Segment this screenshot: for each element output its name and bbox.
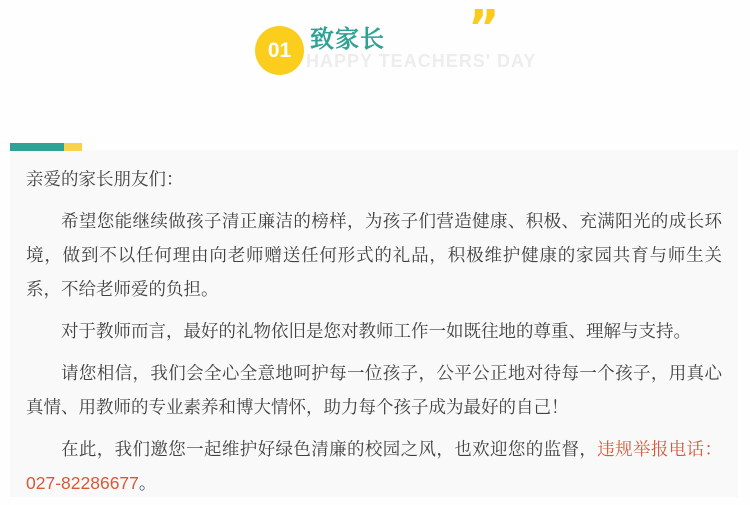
section-number: 01 [267,38,292,62]
section-number-badge [255,26,304,75]
greeting-line: 亲爱的家长朋友们： [26,169,184,189]
accent-bar-teal-segment [10,143,64,151]
accent-bar-yellow-segment [64,143,82,151]
paragraph-1: 希望您能继续做孩子清正廉洁的榜样，为孩子们营造健康、积极、充满阳光的成长环境，做到不以任何理由向老师赠送任何形式的礼品，积极维护健康的家园共育与师生关系，不给老师爱的负担。 [26,211,722,299]
section-header [0,0,750,90]
paragraph-2: 对于教师而言，最好的礼物依旧是您对教师工作一如既往地的尊重、理解与支持。 [61,321,691,341]
section-subtitle: HAPPY TEACHERS' DAY [306,51,537,71]
quote-icon: ” [468,0,500,56]
closing-text: 在此，我们邀您一起维护好绿色清廉的校园之风，也欢迎您的监督， [61,439,598,459]
paragraph-4 [26,432,722,500]
section-title: 致家长 [310,26,385,53]
closing-period: 。 [138,473,157,493]
report-hotline: 违规举报电话：027-82286677 [26,439,722,493]
paragraph-3: 请您相信，我们会全心全意地呵护每一位孩子，公平公正地对待每一个孩子，用真心真情、用教师的专业素养和博大情怀，助力每个孩子成为最好的自己！ [26,363,722,417]
accent-bar [10,143,82,151]
letter-body-panel [10,150,738,497]
